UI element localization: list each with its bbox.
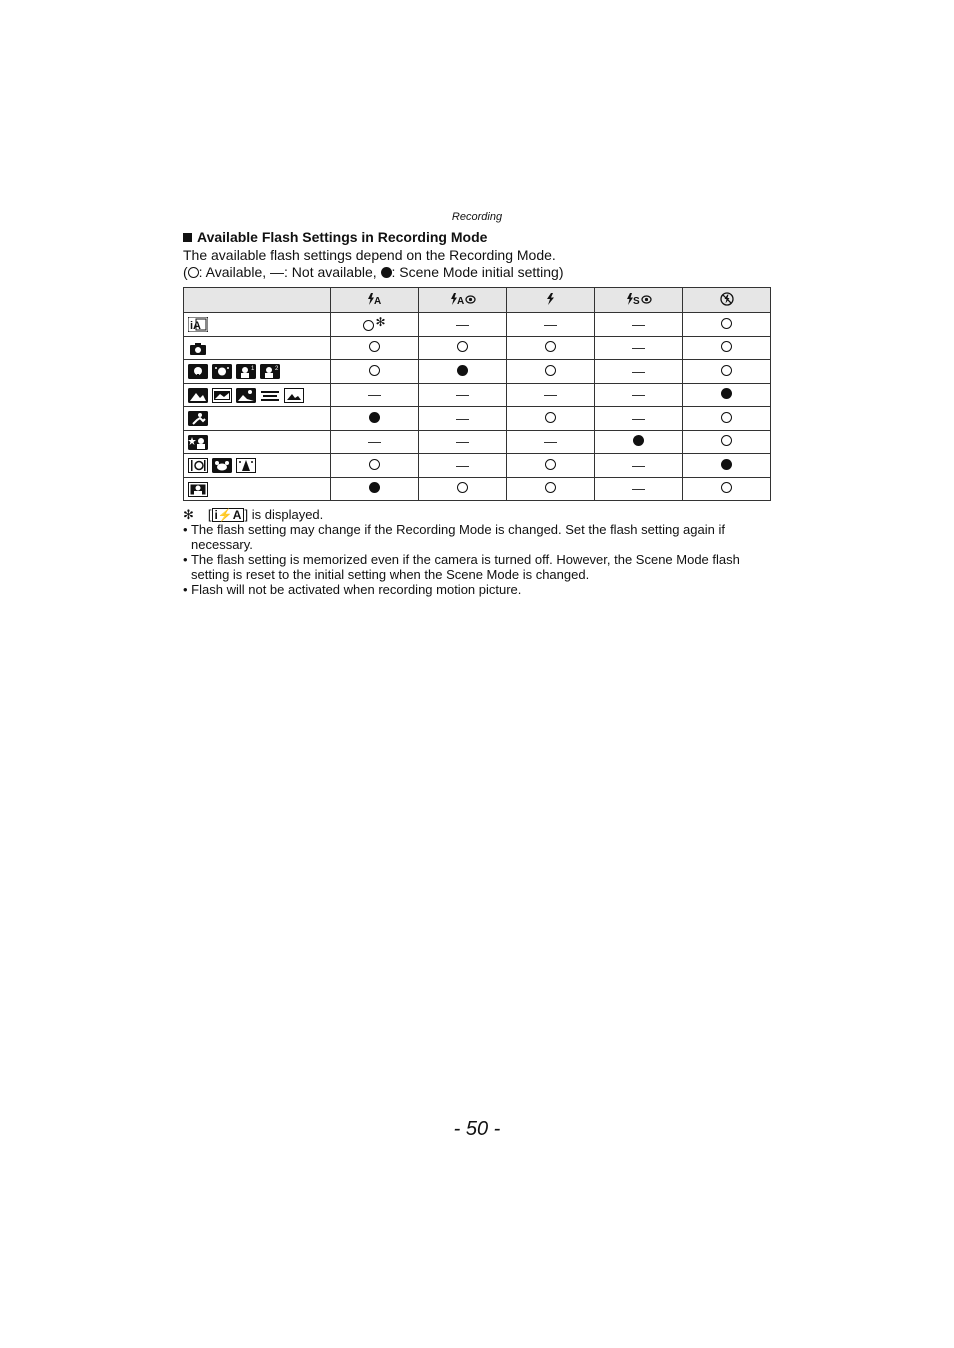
table-row [184,383,771,407]
available-circle-icon [369,365,380,376]
table-cell [507,360,595,384]
note-bullet: • The flash setting may change if the Recording Mode is changed. Set the flash setting again if necessary. [183,522,725,552]
not-available-dash: — [368,434,381,450]
asterisk-mark: ✻ [375,314,386,329]
not-available-dash: — [456,387,469,403]
table-cell [683,336,771,360]
table-row [184,313,771,337]
portrait-icon [188,364,208,379]
available-circle-icon [721,482,732,493]
table-cell [507,313,595,337]
not-available-dash: — [544,434,557,450]
initial-setting-dot-icon [721,388,732,399]
not-available-dash: — [632,410,645,426]
table-cell [419,360,507,384]
legend-line: ( : Available, —: Not available, : Scene Mode initial setting) [183,264,564,280]
initial-setting-dot-icon [721,459,732,470]
available-circle-icon [457,482,468,493]
column-header-flash-auto [331,288,419,313]
svg-text:1: 1 [251,366,255,373]
table-cell [683,430,771,454]
not-available-dash: — [368,387,381,403]
flash-auto-icon [367,293,383,308]
not-available-dash: — [632,457,645,473]
mode-cell [184,430,331,454]
not-available-dash: — [632,481,645,497]
table-cell [595,360,683,384]
table-row [184,477,771,501]
not-available-dash: — [456,457,469,473]
column-header-flash-forced-on [507,288,595,313]
baby-icon [188,482,208,497]
table-cell [419,430,507,454]
table-cell [507,477,595,501]
available-circle-icon [188,267,199,278]
initial-setting-dot-icon [369,482,380,493]
not-available-dash: — [456,316,469,332]
table-cell [595,313,683,337]
mode-cell [184,336,331,360]
svg-text:A: A [373,295,381,305]
not-available-dash: — [544,316,557,332]
flash-settings-table [183,287,771,501]
table-cell [419,454,507,478]
table-header-row [184,288,771,313]
column-header-flash-off [683,288,771,313]
table-cell [331,360,419,384]
panorama-icon [212,388,232,403]
column-header-flash-slow-sync-redeye [595,288,683,313]
table-cell [419,407,507,431]
table-cell [331,477,419,501]
section-title [183,229,487,245]
initial-setting-dot-icon [633,435,644,446]
available-circle-icon [545,365,556,376]
available-circle-icon [545,459,556,470]
table-row [184,360,771,384]
food-icon [188,458,208,473]
table-cell [507,336,595,360]
not-available-dash: — [632,363,645,379]
night-portrait-icon [188,435,208,450]
mode-cell [184,477,331,501]
table-cell [419,336,507,360]
not-available-dash: — [632,387,645,403]
self-portrait-1-icon [236,364,256,379]
table-cell [595,477,683,501]
available-circle-icon [721,341,732,352]
available-circle-icon [545,482,556,493]
initial-setting-dot-icon [381,267,392,278]
available-circle-icon [369,459,380,470]
mode-column-header [184,288,331,313]
svg-text:2: 2 [275,366,279,373]
intro-line: The available flash settings depend on the Recording Mode. [183,247,556,263]
available-circle-icon [545,341,556,352]
table-cell [331,430,419,454]
table-cell [595,454,683,478]
table-cell [683,477,771,501]
flash-slow-sync-redeye-icon [626,293,652,308]
table-cell [683,407,771,431]
table-cell [331,454,419,478]
not-available-dash: — [632,316,645,332]
asterisk-icon: ✻ [183,507,194,522]
not-available-dash: — [632,340,645,356]
soft-skin-icon [212,364,232,379]
scenery-icon [188,388,208,403]
table-cell [419,477,507,501]
column-header-flash-auto-redeye [419,288,507,313]
available-circle-icon [363,320,374,331]
table-cell [331,313,419,337]
available-circle-icon [721,365,732,376]
note-bullet: • Flash will not be activated when recording motion picture. [183,582,522,597]
available-circle-icon [721,412,732,423]
table-cell [683,454,771,478]
flash-auto-redeye-icon [450,293,476,308]
note-bullet: • The flash setting is memorized even if the camera is turned off. However, the Scene Mode flash setting is reset to the initial setting when the Scene Mode is changed. [183,552,740,582]
square-bullet-icon [183,233,192,242]
table-cell [595,430,683,454]
notes [183,507,773,597]
mode-cell [184,313,331,337]
not-available-dash: — [456,410,469,426]
initial-setting-dot-icon [457,365,468,376]
table-row [184,336,771,360]
photo-frame-icon [284,388,304,403]
table-cell [595,383,683,407]
intro-text [183,247,564,281]
mode-cell [184,407,331,431]
pet-icon [212,458,232,473]
svg-text:iA: iA [190,320,201,333]
not-available-dash: — [544,387,557,403]
mode-cell [184,383,331,407]
table-cell [683,383,771,407]
sports-icon [188,411,208,426]
table-cell [507,430,595,454]
table-cell [331,407,419,431]
table-cell [419,313,507,337]
section-title-text: Available Flash Settings in Recording Mode [197,229,488,245]
initial-setting-dot-icon [369,412,380,423]
table-row [184,454,771,478]
table-cell [595,407,683,431]
intelligent-auto-flash-icon: i⚡A [212,508,245,522]
table-cell [419,383,507,407]
available-circle-icon [369,341,380,352]
table-cell [331,336,419,360]
not-available-dash: — [456,434,469,450]
sunset-icon [260,388,280,403]
self-portrait-2-icon [260,364,280,379]
table-cell [331,383,419,407]
intelligent-auto-icon [188,317,208,332]
table-cell [507,454,595,478]
mode-cell [184,454,331,478]
available-circle-icon [721,318,732,329]
normal-picture-icon [188,341,208,356]
flash-off-icon [720,292,734,309]
flash-forced-on-icon [546,293,555,308]
night-scenery-icon [236,388,256,403]
table-row [184,407,771,431]
table-cell [683,360,771,384]
page-number: - 50 - [453,1118,501,1140]
section-header: Recording [451,211,503,223]
available-circle-icon [457,341,468,352]
table-row [184,430,771,454]
table-cell [683,313,771,337]
available-circle-icon [721,435,732,446]
available-circle-icon [545,412,556,423]
asterisk-note: ✻ [ i⚡A ] is displayed. [183,507,324,522]
svg-text:A: A [456,295,464,305]
table-cell [507,407,595,431]
mode-cell [184,360,331,384]
svg-text:S: S [632,295,640,305]
party-icon [236,458,256,473]
table-cell [507,383,595,407]
table-cell [595,336,683,360]
